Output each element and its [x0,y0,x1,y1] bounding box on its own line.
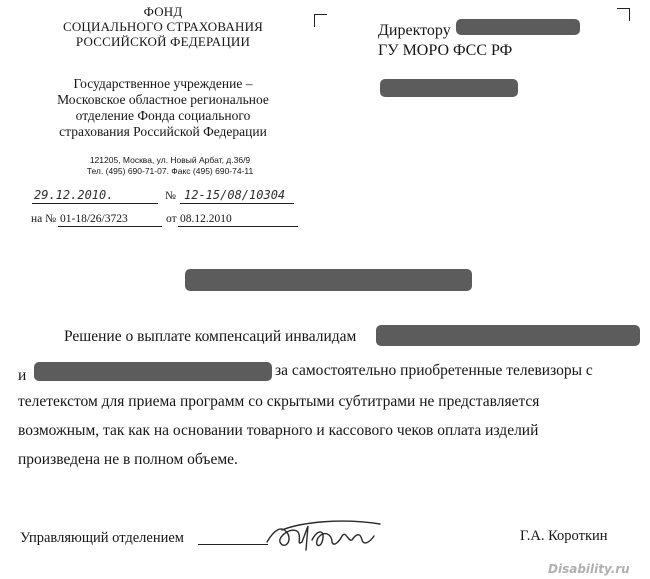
redacted-name [456,19,580,35]
reference-number: 01-18/26/3723 [60,213,128,225]
signature-line [198,544,268,545]
corner-mark-left [314,14,327,27]
body-line-2-end: за самостоятельно приобретенные телевизоры с [275,362,593,379]
organization-address [60,155,280,177]
sub-line: страхования Российской Федерации [59,124,267,139]
sub-line: Государственное учреждение – [73,76,253,91]
reference-number-underline [58,226,162,227]
org-line: СОЦИАЛЬНОГО СТРАХОВАНИЯ [62,19,264,34]
reference-date-prefix: от [166,213,177,225]
reference-date-underline [178,226,298,227]
handwritten-signature [262,512,392,558]
addressee-title: Директору [378,22,451,39]
outgoing-number-prefix: № [165,190,176,202]
organization-name [28,4,298,49]
signature-position: Управляющий отделением [20,530,184,546]
org-line: ФОНД [143,4,183,19]
sub-line: отделение Фонда социального [75,108,251,123]
outgoing-number: 12-15/08/10304 [184,188,286,202]
signatory-name: Г.А. Короткин [520,528,608,544]
sub-line: Московское областное региональное [57,92,269,107]
reference-prefix: на № [31,213,57,225]
redacted-subject [185,269,472,291]
reference-date: 08.12.2010 [180,213,232,225]
date-underline [32,203,158,204]
body-line-2-start: и [18,367,27,384]
body-line-4: возможным, так как на основании товарного и кассового чеков оплата изделий [18,422,539,439]
body-line-5: произведена не в полном объеме. [18,451,238,468]
number-underline [180,203,294,204]
redacted-name [380,79,518,97]
watermark: Disability.ru [548,562,630,576]
redacted-text [34,362,272,381]
redacted-text [376,325,640,346]
outgoing-date: 29.12.2010. [34,188,114,202]
body-line-1: Решение о выплате компенсаций инвалидам [64,328,357,345]
corner-mark-right [617,8,630,21]
address-line: Тел. (495) 690-71-07. Факс (495) 690-74-11 [86,166,254,176]
addressee-organization: ГУ МОРО ФСС РФ [378,42,513,59]
body-line-3: телетекстом для приема программ со скрытыми субтитрами не представляется [18,393,540,410]
address-line: 121205, Москва, ул. Новый Арбат, д.36/9 [89,155,251,165]
org-line: РОССИЙСКОЙ ФЕДЕРАЦИИ [75,34,251,49]
organization-subtitle [28,76,298,140]
